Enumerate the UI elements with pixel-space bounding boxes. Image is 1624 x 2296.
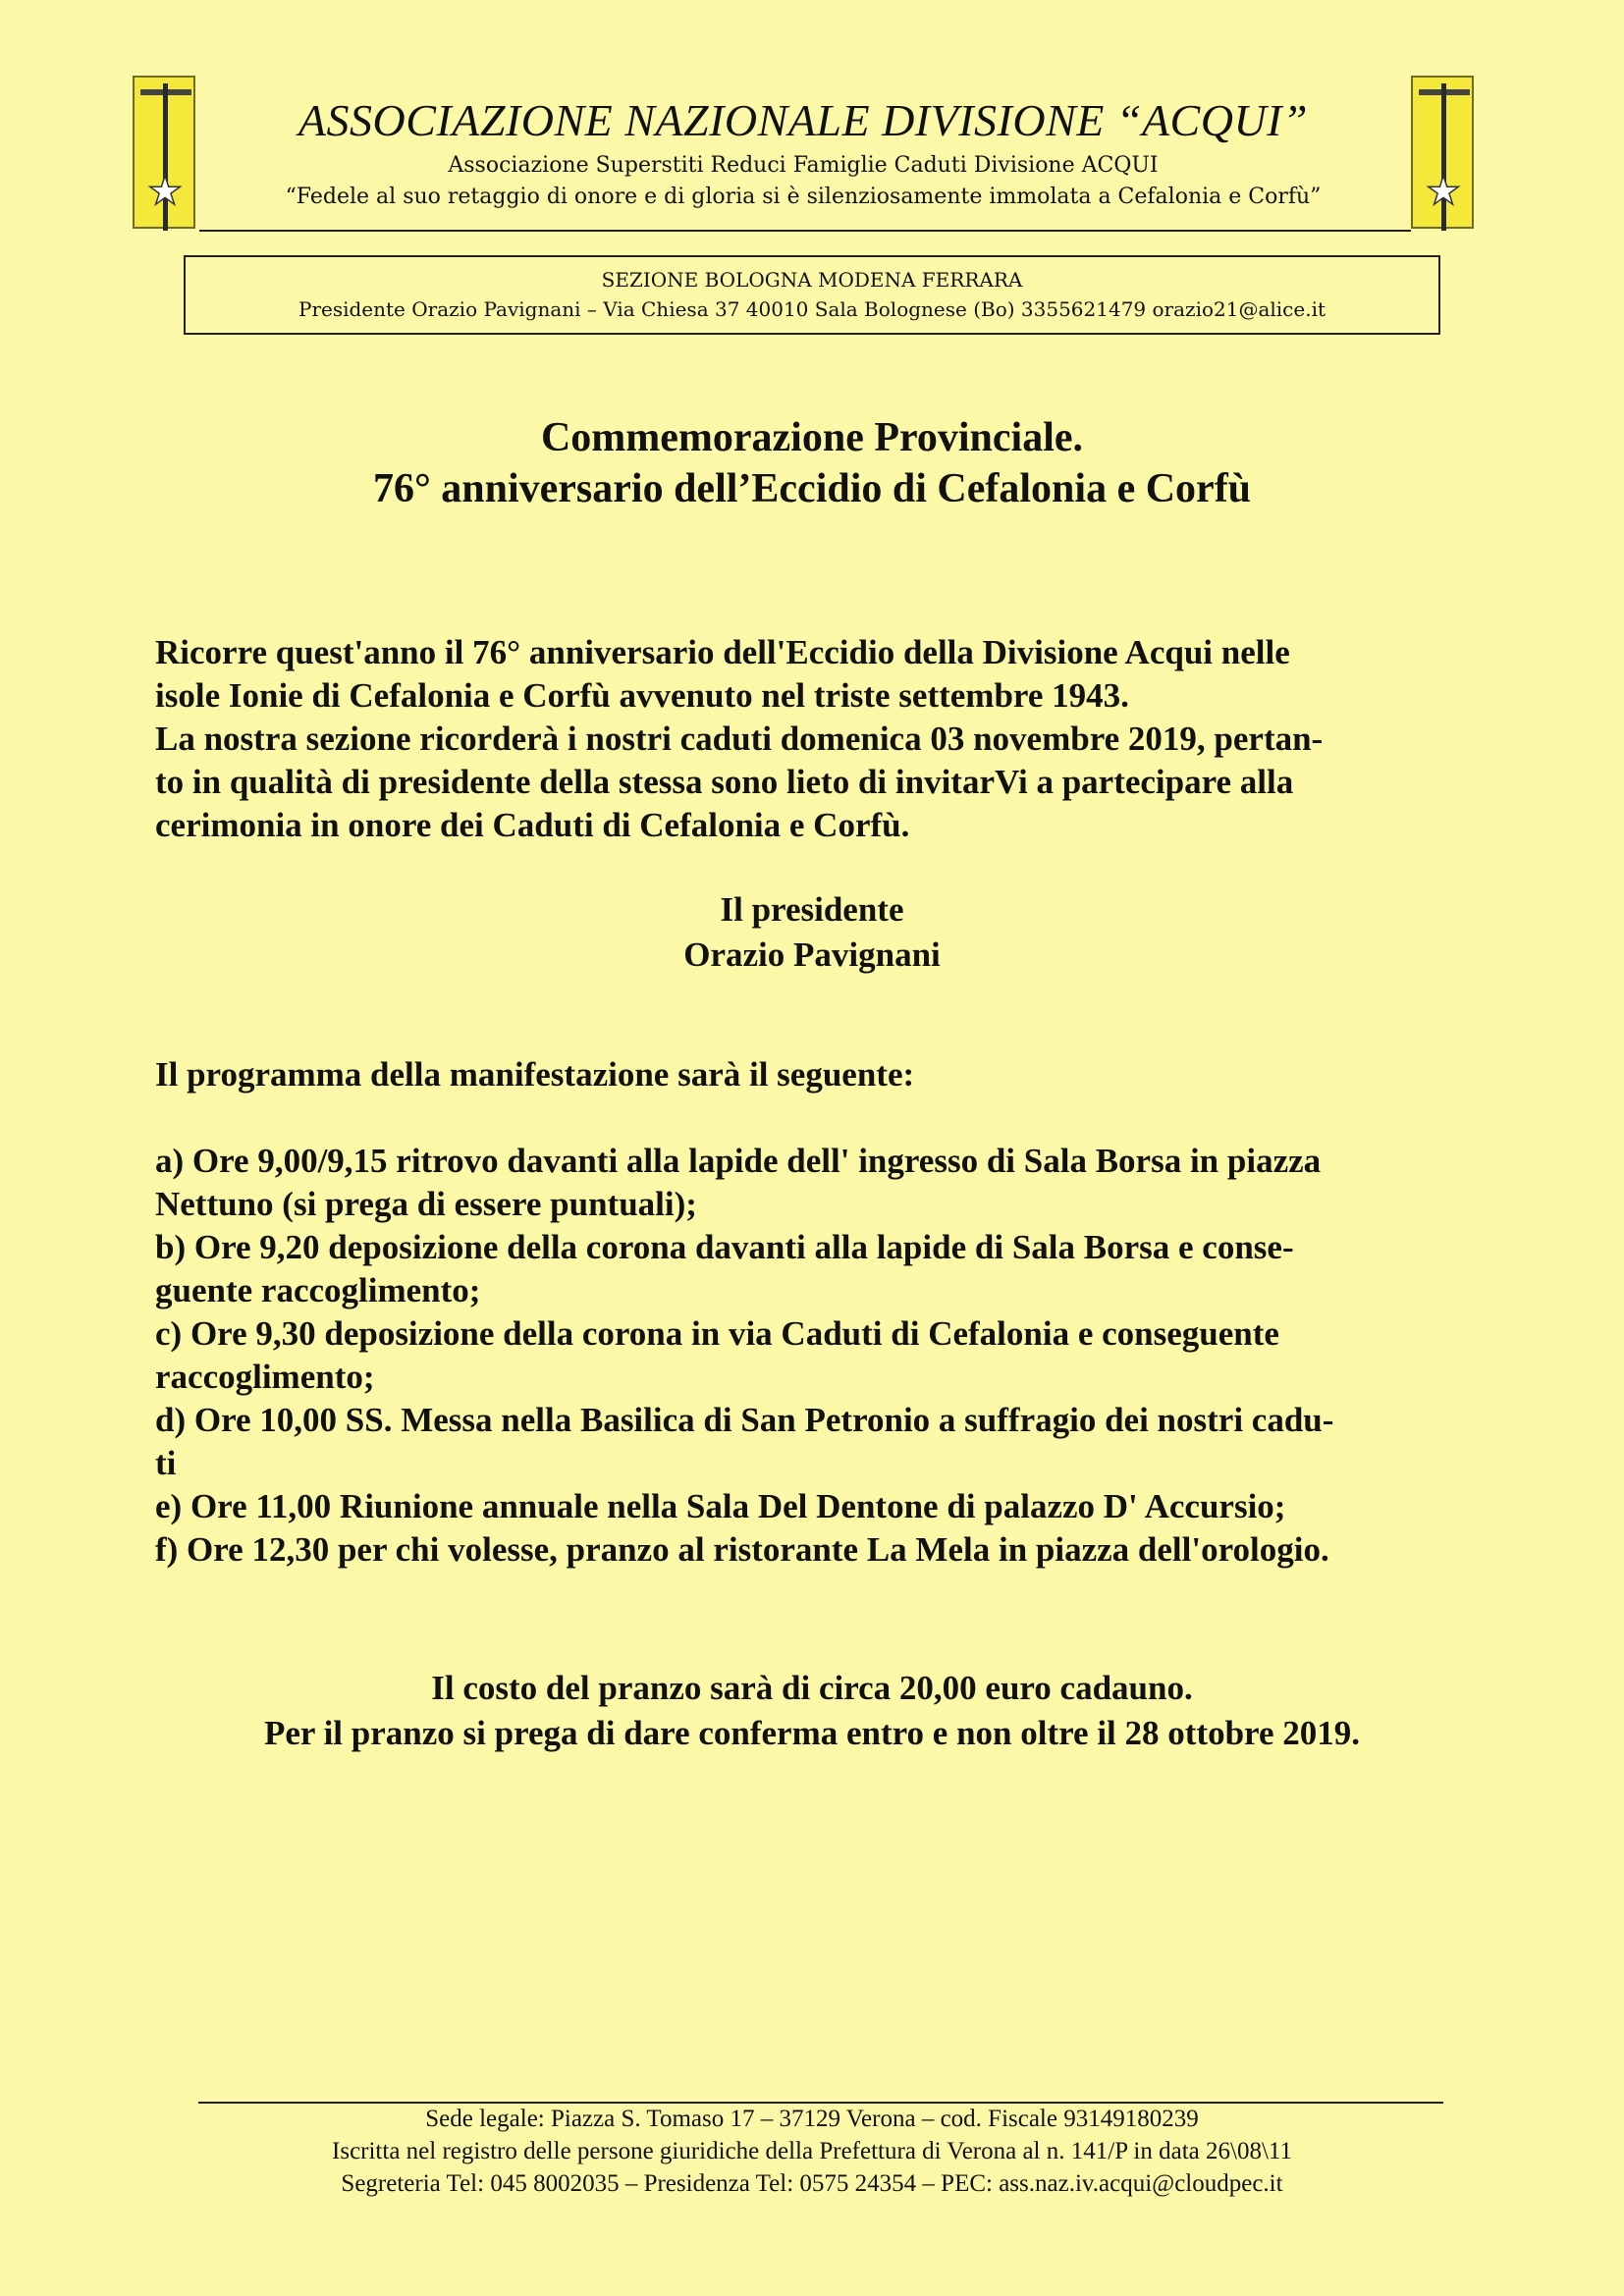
star-icon: ★ <box>147 169 183 214</box>
program-line: a) Ore 9,00/9,15 ritrovo davanti alla lapide dell' ingresso di Sala Borsa in piazza <box>155 1142 1322 1180</box>
cost-line-1: Il costo del pranzo sarà di circa 20,00 euro cadauno. <box>431 1669 1193 1707</box>
program-line: b) Ore 9,20 deposizione della corona davanti alla lapide di Sala Borsa e conse- <box>155 1228 1294 1266</box>
header-divider <box>199 230 1411 232</box>
section-info-box <box>184 255 1440 335</box>
intro-line: cerimonia in onore dei Caduti di Cefalonia e Corfù. <box>155 806 910 844</box>
footer-line-1: Sede legale: Piazza S. Tomaso 17 – 37129 Verona – cod. Fiscale 93149180239 <box>425 2106 1199 2132</box>
program-line: ti <box>155 1444 177 1482</box>
program-list <box>155 1140 1471 1572</box>
signature-role: Il presidente <box>720 890 904 929</box>
emblem-right <box>1411 76 1474 229</box>
program-line: guente raccoglimento; <box>155 1271 481 1309</box>
intro-line: isole Ionie di Cefalonia e Corfù avvenuto nel triste settembre 1943. <box>155 676 1129 715</box>
title-line-2: 76° anniversario dell’Eccidio di Cefalonia e Corfù <box>372 466 1252 511</box>
footer-line-2: Iscritta nel registro delle persone giuridiche della Prefettura di Verona al n. 141/P in data 26\08\11 <box>332 2138 1292 2164</box>
section-name: SEZIONE BOLOGNA MODENA FERRARA <box>601 268 1023 292</box>
document-title <box>0 412 1624 514</box>
program-line: c) Ore 9,30 deposizione della corona in via Caduti di Cefalonia e conseguente <box>155 1314 1279 1353</box>
signature-block <box>0 887 1624 978</box>
program-line: raccoglimento; <box>155 1358 375 1396</box>
title-line-1: Commemorazione Provinciale. <box>540 415 1084 460</box>
association-title: ASSOCIAZIONE NAZIONALE DIVISIONE “ACQUI” <box>298 95 1309 145</box>
intro-paragraph <box>155 631 1471 847</box>
emblem-left <box>133 76 195 229</box>
program-line: Nettuno (si prega di essere puntuali); <box>155 1185 697 1223</box>
association-subtitle: Associazione Superstiti Reduci Famiglie Caduti Divisione ACQUI <box>448 153 1159 178</box>
signature-name: Orazio Pavignani <box>683 935 941 974</box>
footer-line-3: Segreteria Tel: 045 8002035 – Presidenza Tel: 0575 24354 – PEC: ass.naz.iv.acqui@cloudpec.it <box>341 2170 1283 2197</box>
section-contact: Presidente Orazio Pavignani – Via Chiesa 37 40010 Sala Bolognese (Bo) 3355621479 orazio21@alice.it <box>298 297 1326 321</box>
star-icon: ★ <box>1426 169 1461 214</box>
letterhead <box>199 93 1407 213</box>
footer <box>0 2103 1624 2200</box>
intro-line: Ricorre quest'anno il 76° anniversario dell'Eccidio della Divisione Acqui nelle <box>155 633 1290 671</box>
program-line: d) Ore 10,00 SS. Messa nella Basilica di San Petronio a suffragio dei nostri cadu- <box>155 1401 1334 1439</box>
program-heading: Il programma della manifestazione sarà il seguente: <box>155 1055 915 1094</box>
intro-line: La nostra sezione ricorderà i nostri caduti domenica 03 novembre 2019, pertan- <box>155 720 1324 758</box>
association-motto: “Fedele al suo retaggio di onore e di gloria si è silenziosamente immolata a Cefalonia e Corfù” <box>285 185 1322 209</box>
cost-note <box>0 1666 1624 1756</box>
cost-line-2: Per il pranzo si prega di dare conferma entro e non oltre il 28 ottobre 2019. <box>264 1714 1360 1752</box>
intro-line: to in qualità di presidente della stessa sono lieto di invitarVi a partecipare alla <box>155 763 1294 801</box>
program-line: e) Ore 11,00 Riunione annuale nella Sala Del Dentone di palazzo D' Accursio; <box>155 1487 1286 1525</box>
program-line: f) Ore 12,30 per chi volesse, pranzo al ristorante La Mela in piazza dell'orologio. <box>155 1530 1329 1569</box>
